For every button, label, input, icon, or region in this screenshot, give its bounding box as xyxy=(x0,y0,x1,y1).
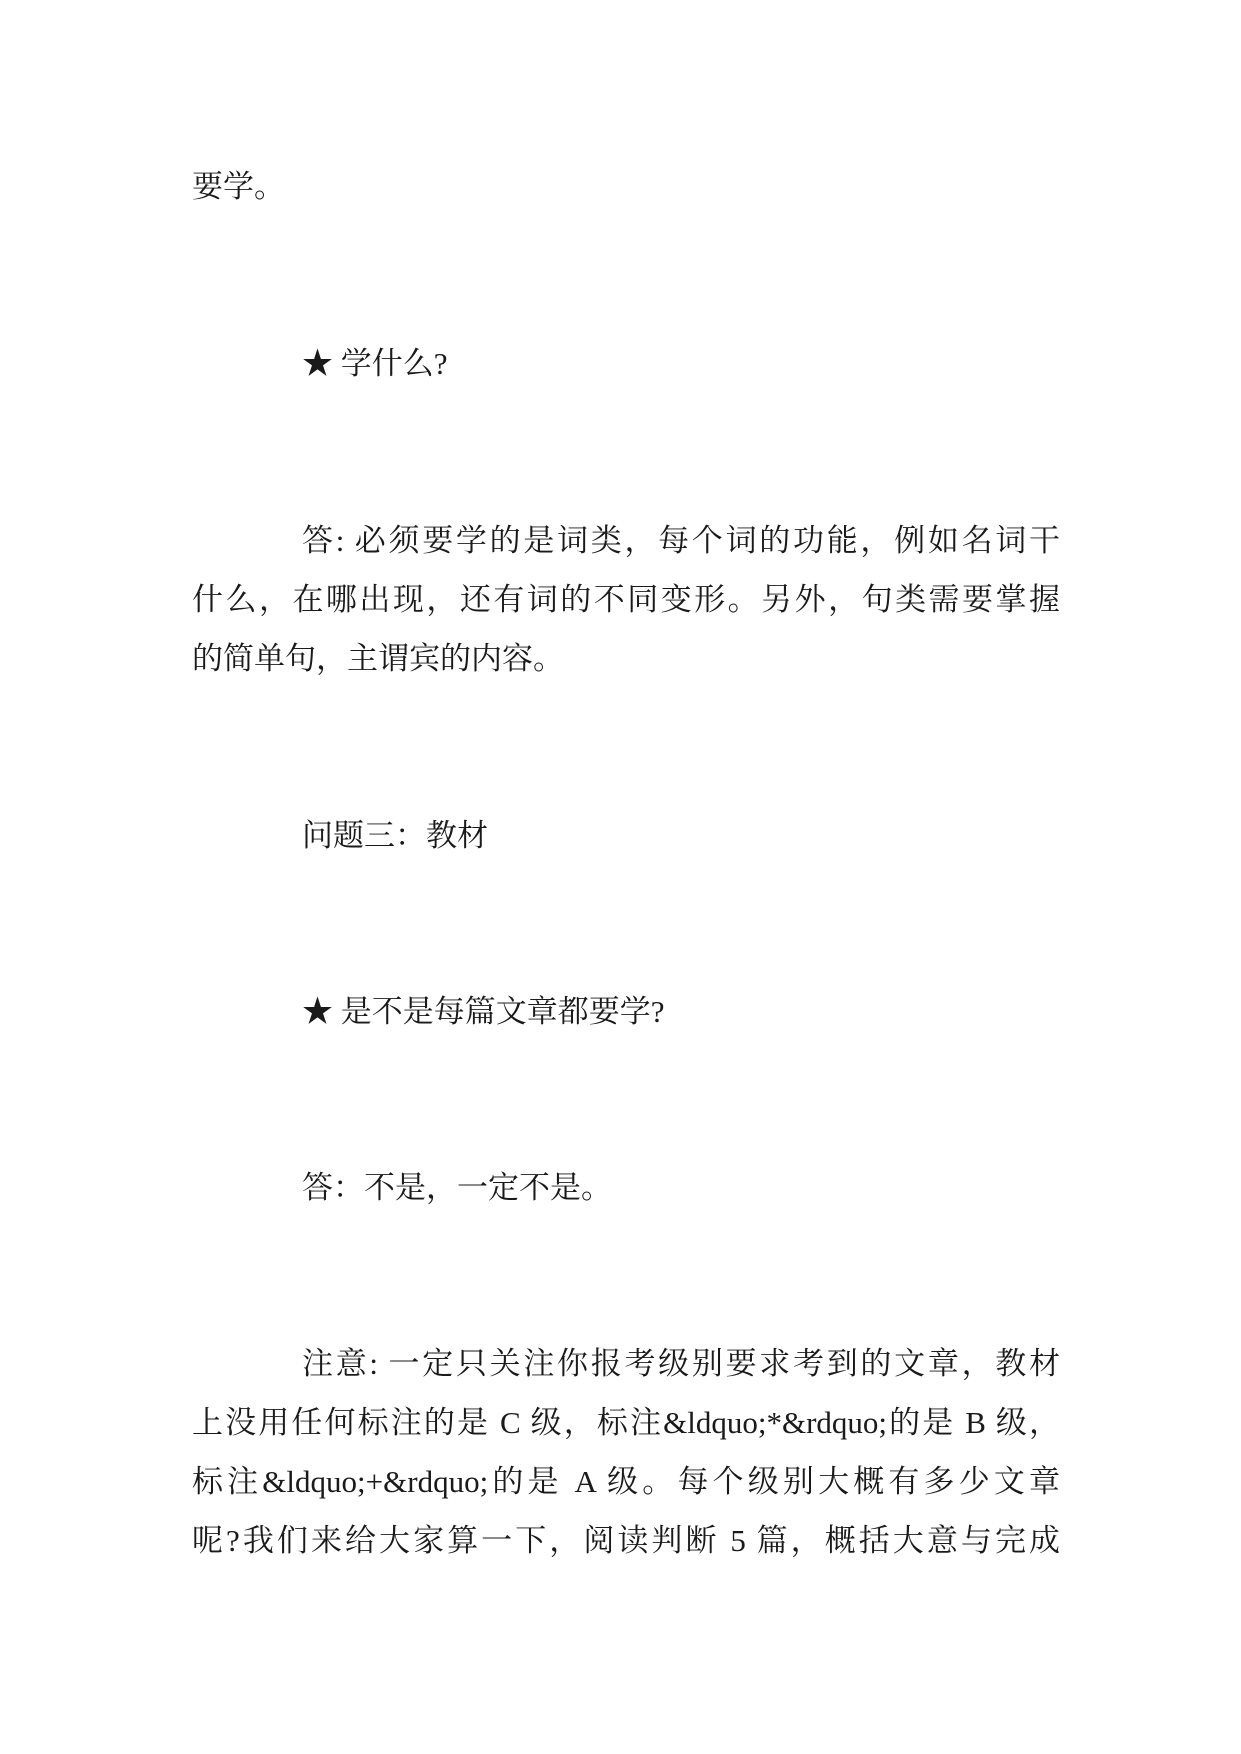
text-line: 答: 必须要学的是词类，每个词的功能，例如名词干 xyxy=(302,523,1060,558)
section-heading-textbook xyxy=(192,806,1060,865)
paragraph-continuation xyxy=(192,157,1060,216)
question-heading-what-to-learn xyxy=(192,334,1060,393)
question-heading-every-article xyxy=(192,982,1060,1041)
text-line: 注意: 一定只关注你报考级别要求考到的文章，教材 xyxy=(302,1346,1060,1381)
text-line: 什么，在哪出现，还有词的不同变形。另外，句类需要掌握 xyxy=(192,582,1060,617)
text-line: 标注&ldquo;+&rdquo;的是 A 级。每个级别大概有多少文章 xyxy=(192,1464,1060,1499)
text-line: 呢?我们来给大家算一下，阅读判断 5 篇，概括大意与完成 xyxy=(192,1523,1060,1558)
answer-paragraph-what-to-learn xyxy=(192,511,1060,688)
text-line: ★ 学什么? xyxy=(302,346,448,381)
text-line: 答：不是，一定不是。 xyxy=(302,1170,612,1205)
text-line: 上没用任何标注的是 C 级，标注&ldquo;*&rdquo;的是 B 级， xyxy=(192,1405,1060,1440)
text-line: ★ 是不是每篇文章都要学? xyxy=(302,994,665,1029)
text-line: 的简单句，主谓宾的内容。 xyxy=(192,641,564,676)
text-line: 要学。 xyxy=(192,169,285,204)
note-paragraph xyxy=(192,1334,1060,1570)
answer-paragraph-every-article xyxy=(192,1158,1060,1217)
text-line: 问题三：教材 xyxy=(302,818,488,853)
